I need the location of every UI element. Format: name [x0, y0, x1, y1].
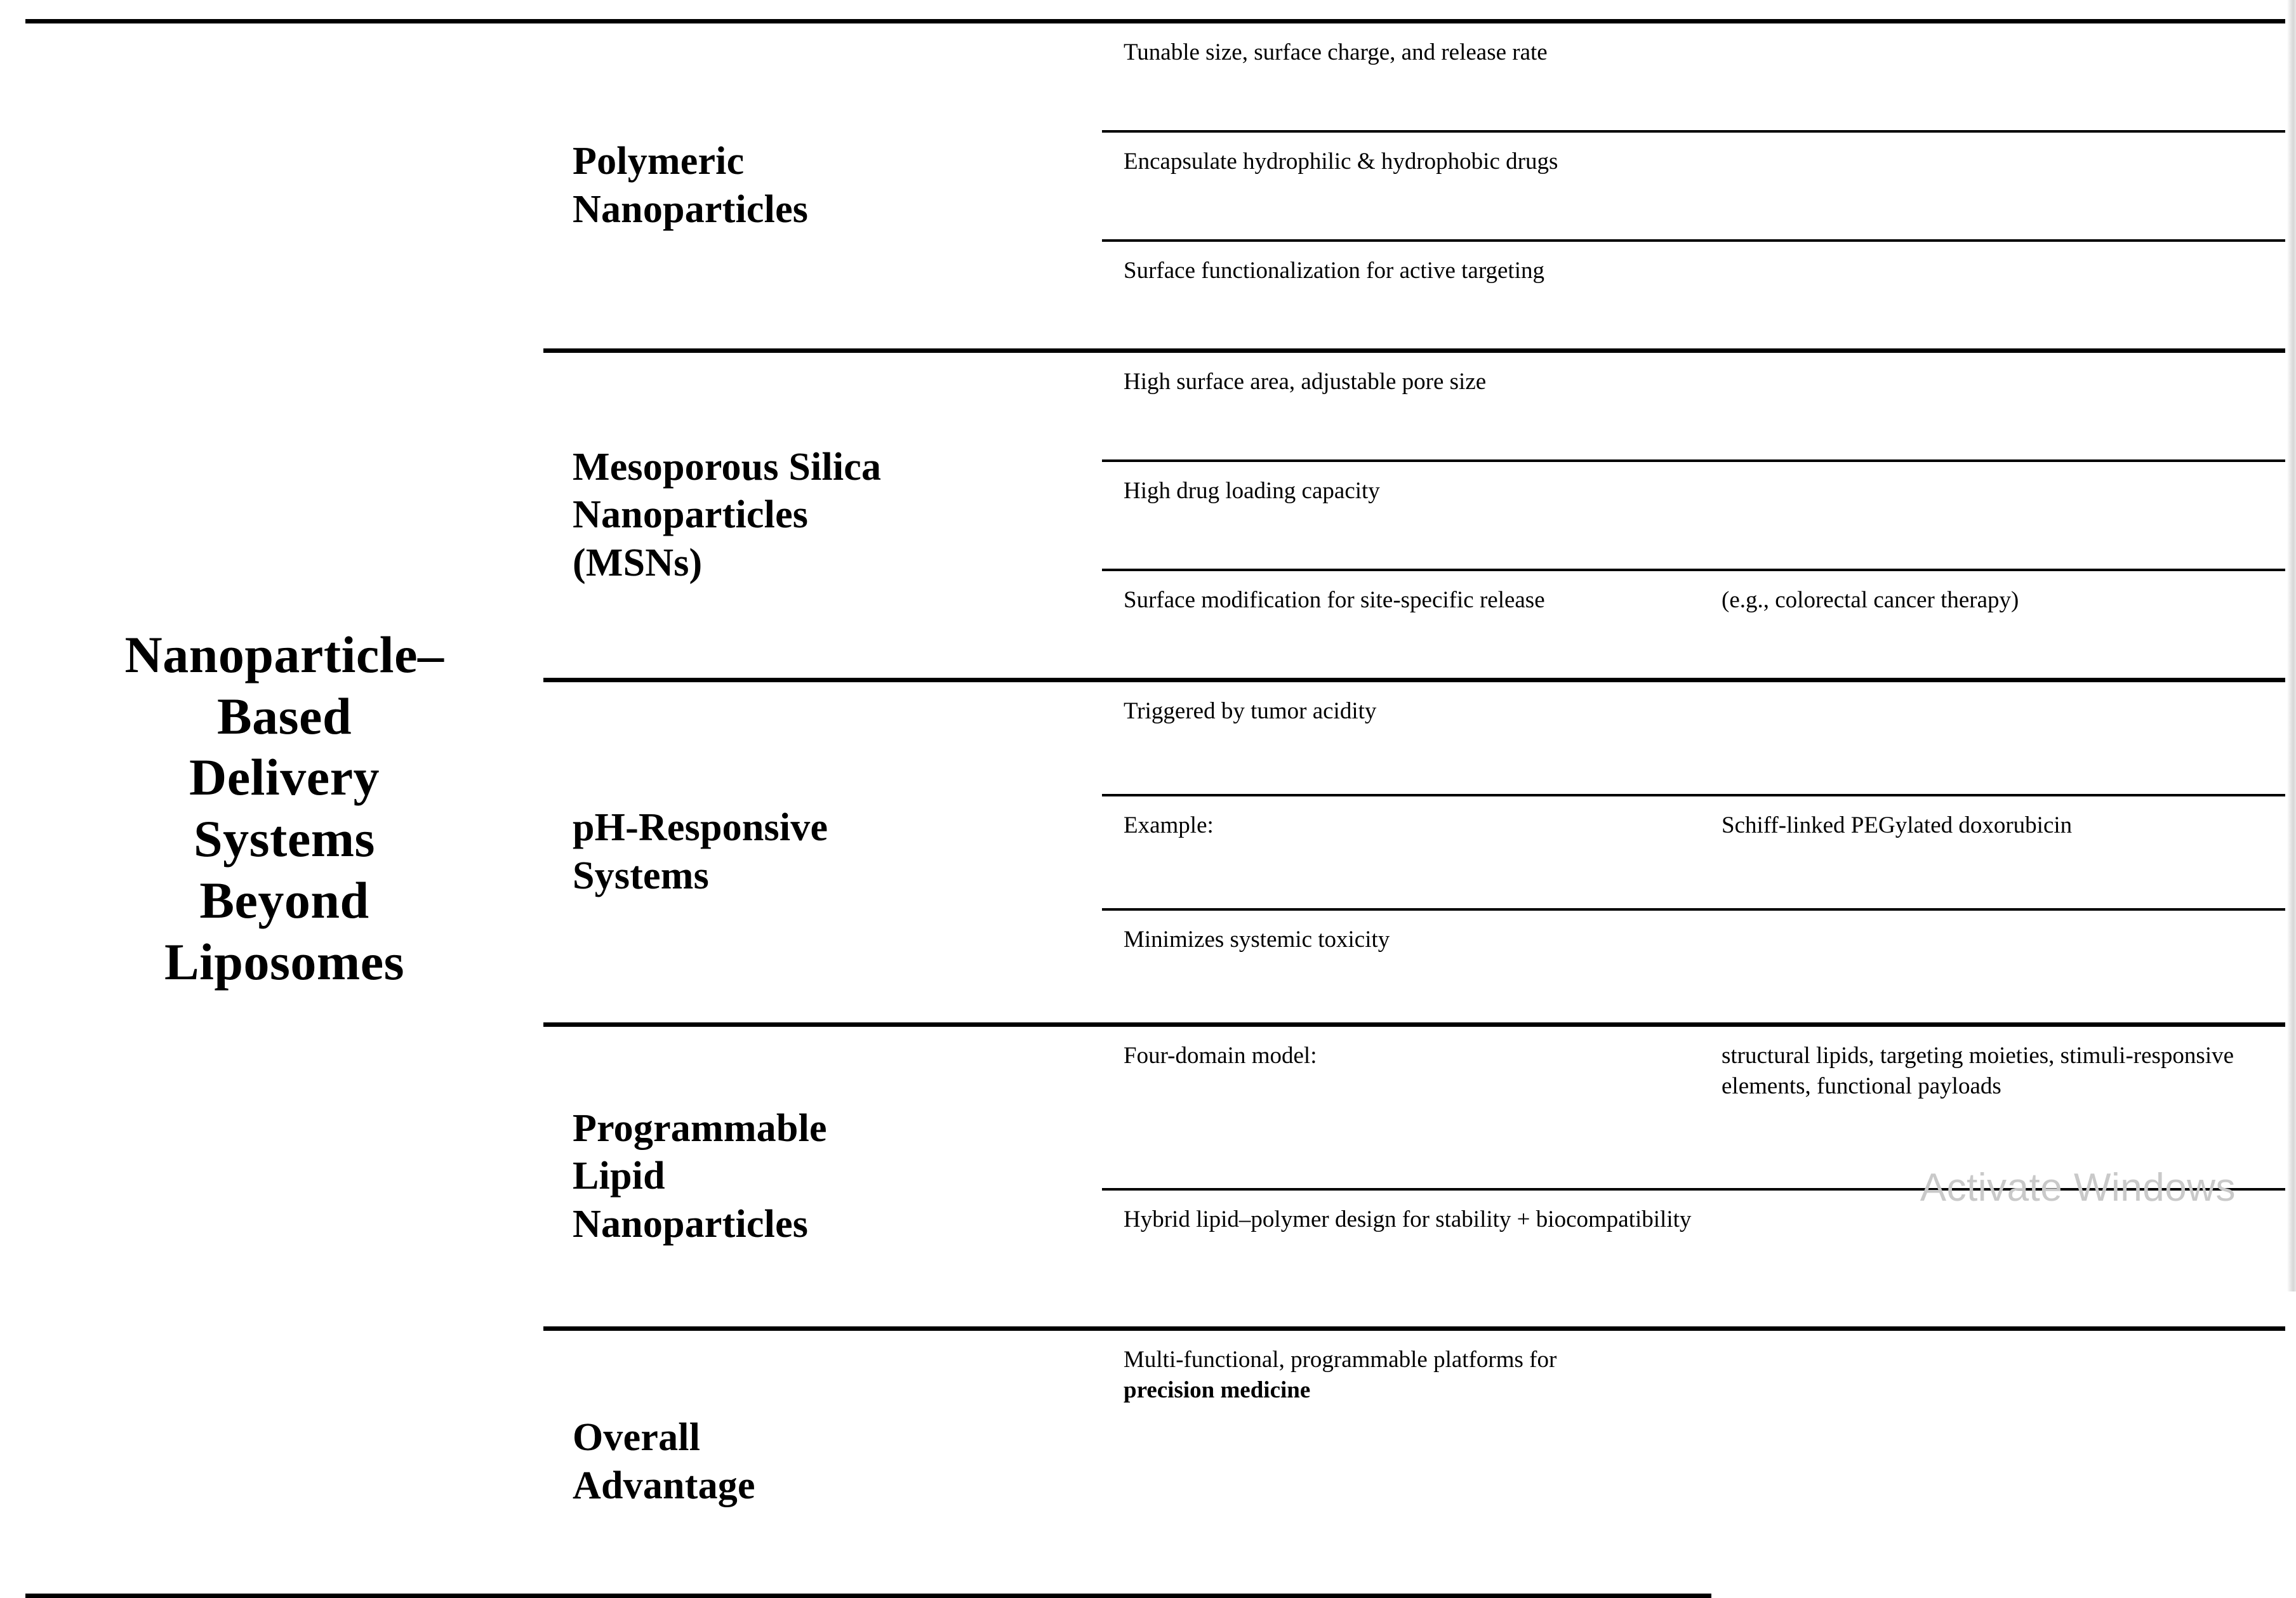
detail-cell: [1102, 795, 1711, 909]
extra-cell: [1711, 241, 2285, 351]
extra-text: Schiff-linked PEGylated doxorubicin: [1722, 810, 2274, 841]
activate-windows-watermark: Activate Windows: [1920, 1165, 2236, 1210]
slide-right-edge: [2287, 0, 2296, 1291]
detail-text: Surface modification for site-specific release: [1124, 585, 1700, 616]
category-label-line: Lipid: [573, 1152, 1102, 1201]
detail-text: High surface area, adjustable pore size: [1124, 367, 1700, 397]
extra-cell: [1711, 22, 2285, 132]
extra-cell: [1711, 1329, 2285, 1596]
detail-cell: [1102, 131, 1711, 241]
category-label-line: Advantage: [573, 1462, 1102, 1510]
category-label-line: (MSNs): [573, 539, 1102, 588]
detail-text: Surface functionalization for active targeting: [1124, 256, 1700, 286]
table-row: [25, 22, 2285, 132]
category-cell-polymeric-nanoparticles: [543, 22, 1102, 351]
page-title: [41, 624, 528, 993]
category-cell-programmable-lipid-nanoparticles: [543, 1025, 1102, 1329]
detail-cell: [1102, 351, 1711, 461]
extra-cell: [1711, 461, 2285, 570]
detail-cell: [1102, 570, 1711, 680]
category-label: [573, 1105, 1102, 1249]
detail-text-emphasis: precision medicine: [1124, 1377, 1310, 1403]
detail-text: High drug loading capacity: [1124, 476, 1700, 506]
extra-cell: [1711, 795, 2285, 909]
page-title-line: Liposomes: [41, 932, 528, 993]
page-title-line: Beyond: [41, 870, 528, 932]
category-label-line: Nanoparticles: [573, 1201, 1102, 1249]
slide-title-cell: [25, 22, 543, 1596]
detail-cell: [1102, 22, 1711, 132]
detail-text: Example:: [1124, 810, 1700, 841]
detail-text: Four-domain model:: [1124, 1041, 1700, 1071]
detail-cell: [1102, 461, 1711, 570]
category-label: [573, 444, 1102, 588]
comparison-table: [25, 19, 2285, 1598]
table-bottom-rule: [543, 1596, 1102, 1598]
category-label-line: Overall: [573, 1414, 1102, 1462]
comparison-table-wrapper: [25, 19, 2285, 1272]
category-cell-mesoporous-silica-nanoparticles: [543, 351, 1102, 680]
category-label: [573, 138, 1102, 234]
page-title-line: Systems: [41, 809, 528, 870]
extra-text: (e.g., colorectal cancer therapy): [1722, 585, 2274, 616]
detail-cell: [1102, 1025, 1711, 1190]
detail-cell: [1102, 680, 1711, 796]
category-cell-overall-advantage: [543, 1329, 1102, 1596]
page-title-line: Delivery: [41, 747, 528, 809]
extra-cell: [1711, 570, 2285, 680]
detail-cell: [1102, 1329, 1711, 1596]
detail-text: Minimizes systemic toxicity: [1124, 925, 1700, 955]
category-label-line: Nanoparticles: [573, 491, 1102, 539]
page-title-line: Based: [41, 686, 528, 748]
table-bottom-rule: [25, 1596, 543, 1598]
detail-cell: [1102, 909, 1711, 1025]
table-bottom-rule: [1102, 1596, 1711, 1598]
detail-text: [1124, 1345, 1700, 1406]
category-label: [573, 1414, 1102, 1510]
category-label-line: Polymeric: [573, 138, 1102, 186]
table-bottom-rule-row: [25, 1596, 2285, 1598]
category-cell-ph-responsive-systems: [543, 680, 1102, 1025]
detail-text: Encapsulate hydrophilic & hydrophobic drugs: [1124, 147, 1700, 177]
extra-cell: [1711, 351, 2285, 461]
category-label-line: Nanoparticles: [573, 186, 1102, 234]
category-label: [573, 804, 1102, 900]
category-label-line: pH-Responsive: [573, 804, 1102, 852]
detail-text: Tunable size, surface charge, and release rate: [1124, 37, 1700, 68]
detail-cell: [1102, 241, 1711, 351]
extra-cell: [1711, 131, 2285, 241]
detail-cell: [1102, 1189, 1711, 1329]
detail-text: Hybrid lipid–polymer design for stability + biocompatibility: [1124, 1205, 1700, 1235]
detail-text: Triggered by tumor acidity: [1124, 696, 1700, 727]
detail-text-line: Multi-functional, programmable platforms for: [1124, 1347, 1556, 1373]
extra-cell: [1711, 909, 2285, 1025]
category-label-line: Systems: [573, 852, 1102, 901]
page-title-line: Nanoparticle–: [41, 624, 528, 686]
category-label-line: Mesoporous Silica: [573, 444, 1102, 492]
category-label-line: Programmable: [573, 1105, 1102, 1153]
extra-cell: [1711, 680, 2285, 796]
extra-text: structural lipids, targeting moieties, stimuli-responsive elements, functional payloads: [1722, 1041, 2274, 1102]
